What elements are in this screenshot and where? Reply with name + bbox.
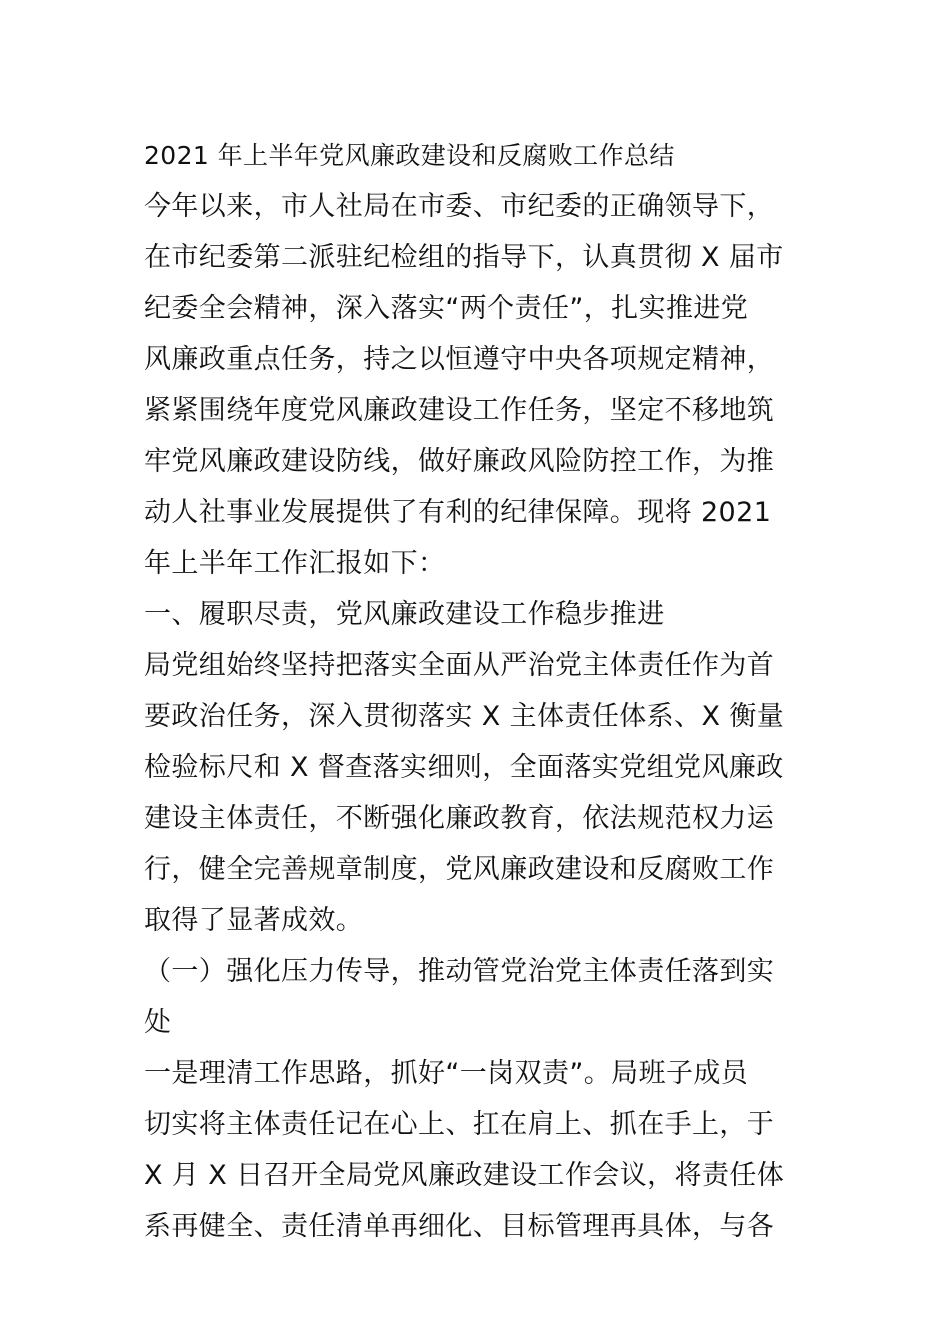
text-line: 建设主体责任，不断强化廉政教育，依法规范权力运 (144, 803, 775, 834)
text-line: 在市纪委第二派驻纪检组的指导下，认真贯彻 X 届市 (144, 242, 784, 273)
section-heading: 一、履职尽责，党风廉政建设工作稳步推进 (144, 599, 665, 630)
subsection-heading: （一）强化压力传导，推动管党治党主体责任落到实 (144, 956, 775, 987)
text-line: 今年以来，市人社局在市委、市纪委的正确领导下， (144, 191, 775, 222)
text-line: 年上半年工作汇报如下： (144, 548, 446, 579)
text-line: 一是理清工作思路，抓好“一岗双责”。局班子成员 (144, 1058, 749, 1089)
text-line: 检验标尺和 X 督查落实细则，全面落实党组党风廉政 (144, 752, 784, 783)
text-line: 系再健全、责任清单再细化、目标管理再具体，与各 (144, 1211, 775, 1242)
document-title: 2021 年上半年党风廉政建设和反腐败工作总结 (144, 141, 675, 170)
text-line: 紧紧围绕年度党风廉政建设工作任务，坚定不移地筑 (144, 395, 775, 426)
text-line: 要政治任务，深入贯彻落实 X 主体责任体系、X 衡量 (144, 701, 785, 732)
text-line: X 月 X 日召开全局党风廉政建设工作会议，将责任体 (144, 1160, 785, 1191)
text-line: 风廉政重点任务，持之以恒遵守中央各项规定精神， (144, 344, 775, 375)
text-line: 取得了显著成效。 (144, 905, 364, 936)
text-line: 行，健全完善规章制度，党风廉政建设和反腐败工作 (144, 854, 775, 885)
text-line: 切实将主体责任记在心上、扛在肩上、抓在手上，于 (144, 1109, 775, 1140)
text-line: 动人社事业发展提供了有利的纪律保障。现将 2021 (144, 497, 772, 528)
subsection-heading: 处 (144, 1007, 172, 1038)
text-line: 纪委全会精神，深入落实“两个责任”，扎实推进党 (144, 293, 749, 324)
text-line: 牢党风廉政建设防线，做好廉政风险防控工作，为推 (144, 446, 775, 477)
document-body (144, 130, 808, 1252)
text-line: 局党组始终坚持把落实全面从严治党主体责任作为首 (144, 650, 775, 681)
